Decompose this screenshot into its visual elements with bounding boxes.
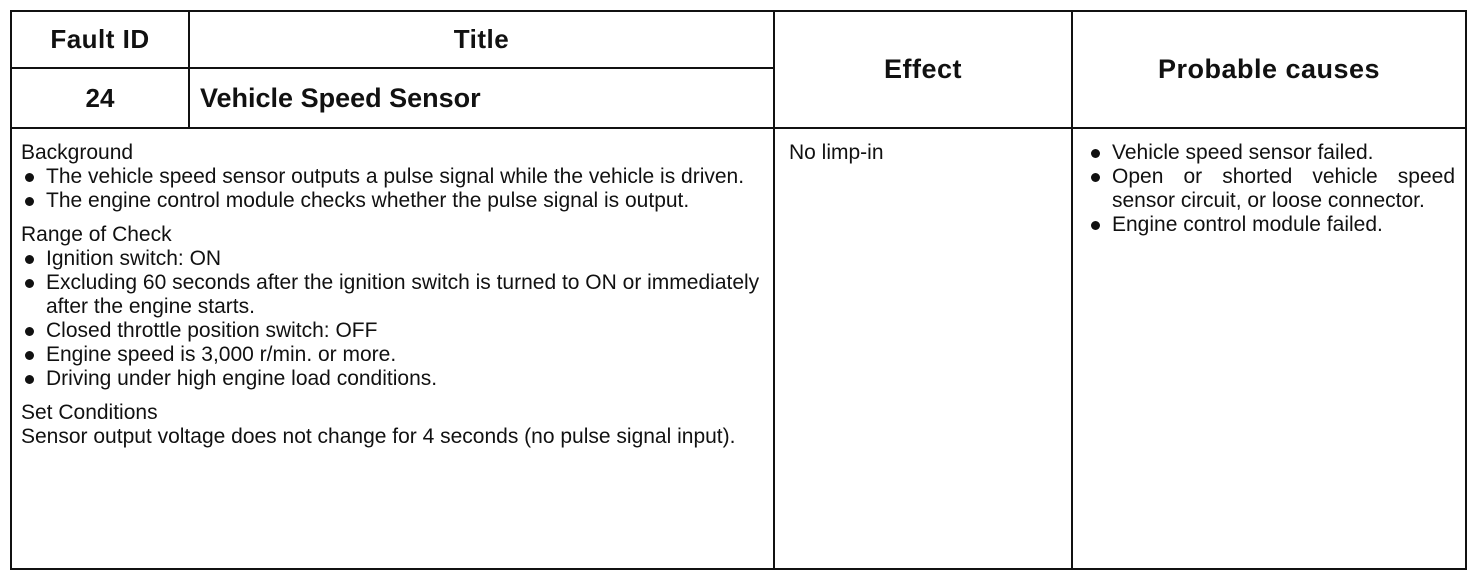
list-item: Driving under high engine load conditions. xyxy=(21,367,763,391)
list-item: Closed throttle position switch: OFF xyxy=(21,319,763,343)
list-item: The engine control module checks whether the pulse signal is output. xyxy=(21,189,763,213)
description-cell xyxy=(11,128,774,569)
detail-row xyxy=(11,128,1466,569)
fault-title-value: Vehicle Speed Sensor xyxy=(189,68,774,128)
set-conditions-text: Sensor output voltage does not change for 4 seconds (no pulse signal input). xyxy=(21,425,736,448)
set-conditions-heading: Set Conditions xyxy=(21,401,158,424)
effect-cell: No limp-in xyxy=(774,128,1072,569)
range-of-check-section xyxy=(21,223,763,391)
fault-id-header: Fault ID xyxy=(11,11,189,68)
fault-sheet xyxy=(10,10,1465,570)
fault-id-value: 24 xyxy=(11,68,189,128)
list-item: Engine control module failed. xyxy=(1087,213,1455,237)
title-header: Title xyxy=(189,11,774,68)
header-row xyxy=(11,11,1466,68)
list-item: Engine speed is 3,000 r/min. or more. xyxy=(21,343,763,367)
range-of-check-list xyxy=(21,247,763,391)
list-item: Open or shorted vehicle speed sensor circuit, or loose connector. xyxy=(1087,165,1455,213)
list-item: Ignition switch: ON xyxy=(21,247,763,271)
probable-causes-cell xyxy=(1072,128,1466,569)
effect-header: Effect xyxy=(774,11,1072,128)
set-conditions-section xyxy=(21,401,763,449)
range-of-check-heading: Range of Check xyxy=(21,223,172,246)
list-item: The vehicle speed sensor outputs a pulse signal while the vehicle is driven. xyxy=(21,165,763,189)
list-item: Vehicle speed sensor failed. xyxy=(1087,141,1455,165)
list-item: Excluding 60 seconds after the ignition switch is turned to ON or immediately after the engine starts. xyxy=(21,271,763,319)
background-list xyxy=(21,165,763,213)
fault-table xyxy=(10,10,1467,570)
probable-causes-header: Probable causes xyxy=(1072,11,1466,128)
probable-causes-list xyxy=(1087,141,1455,237)
background-heading: Background xyxy=(21,141,134,164)
background-section xyxy=(21,141,763,213)
